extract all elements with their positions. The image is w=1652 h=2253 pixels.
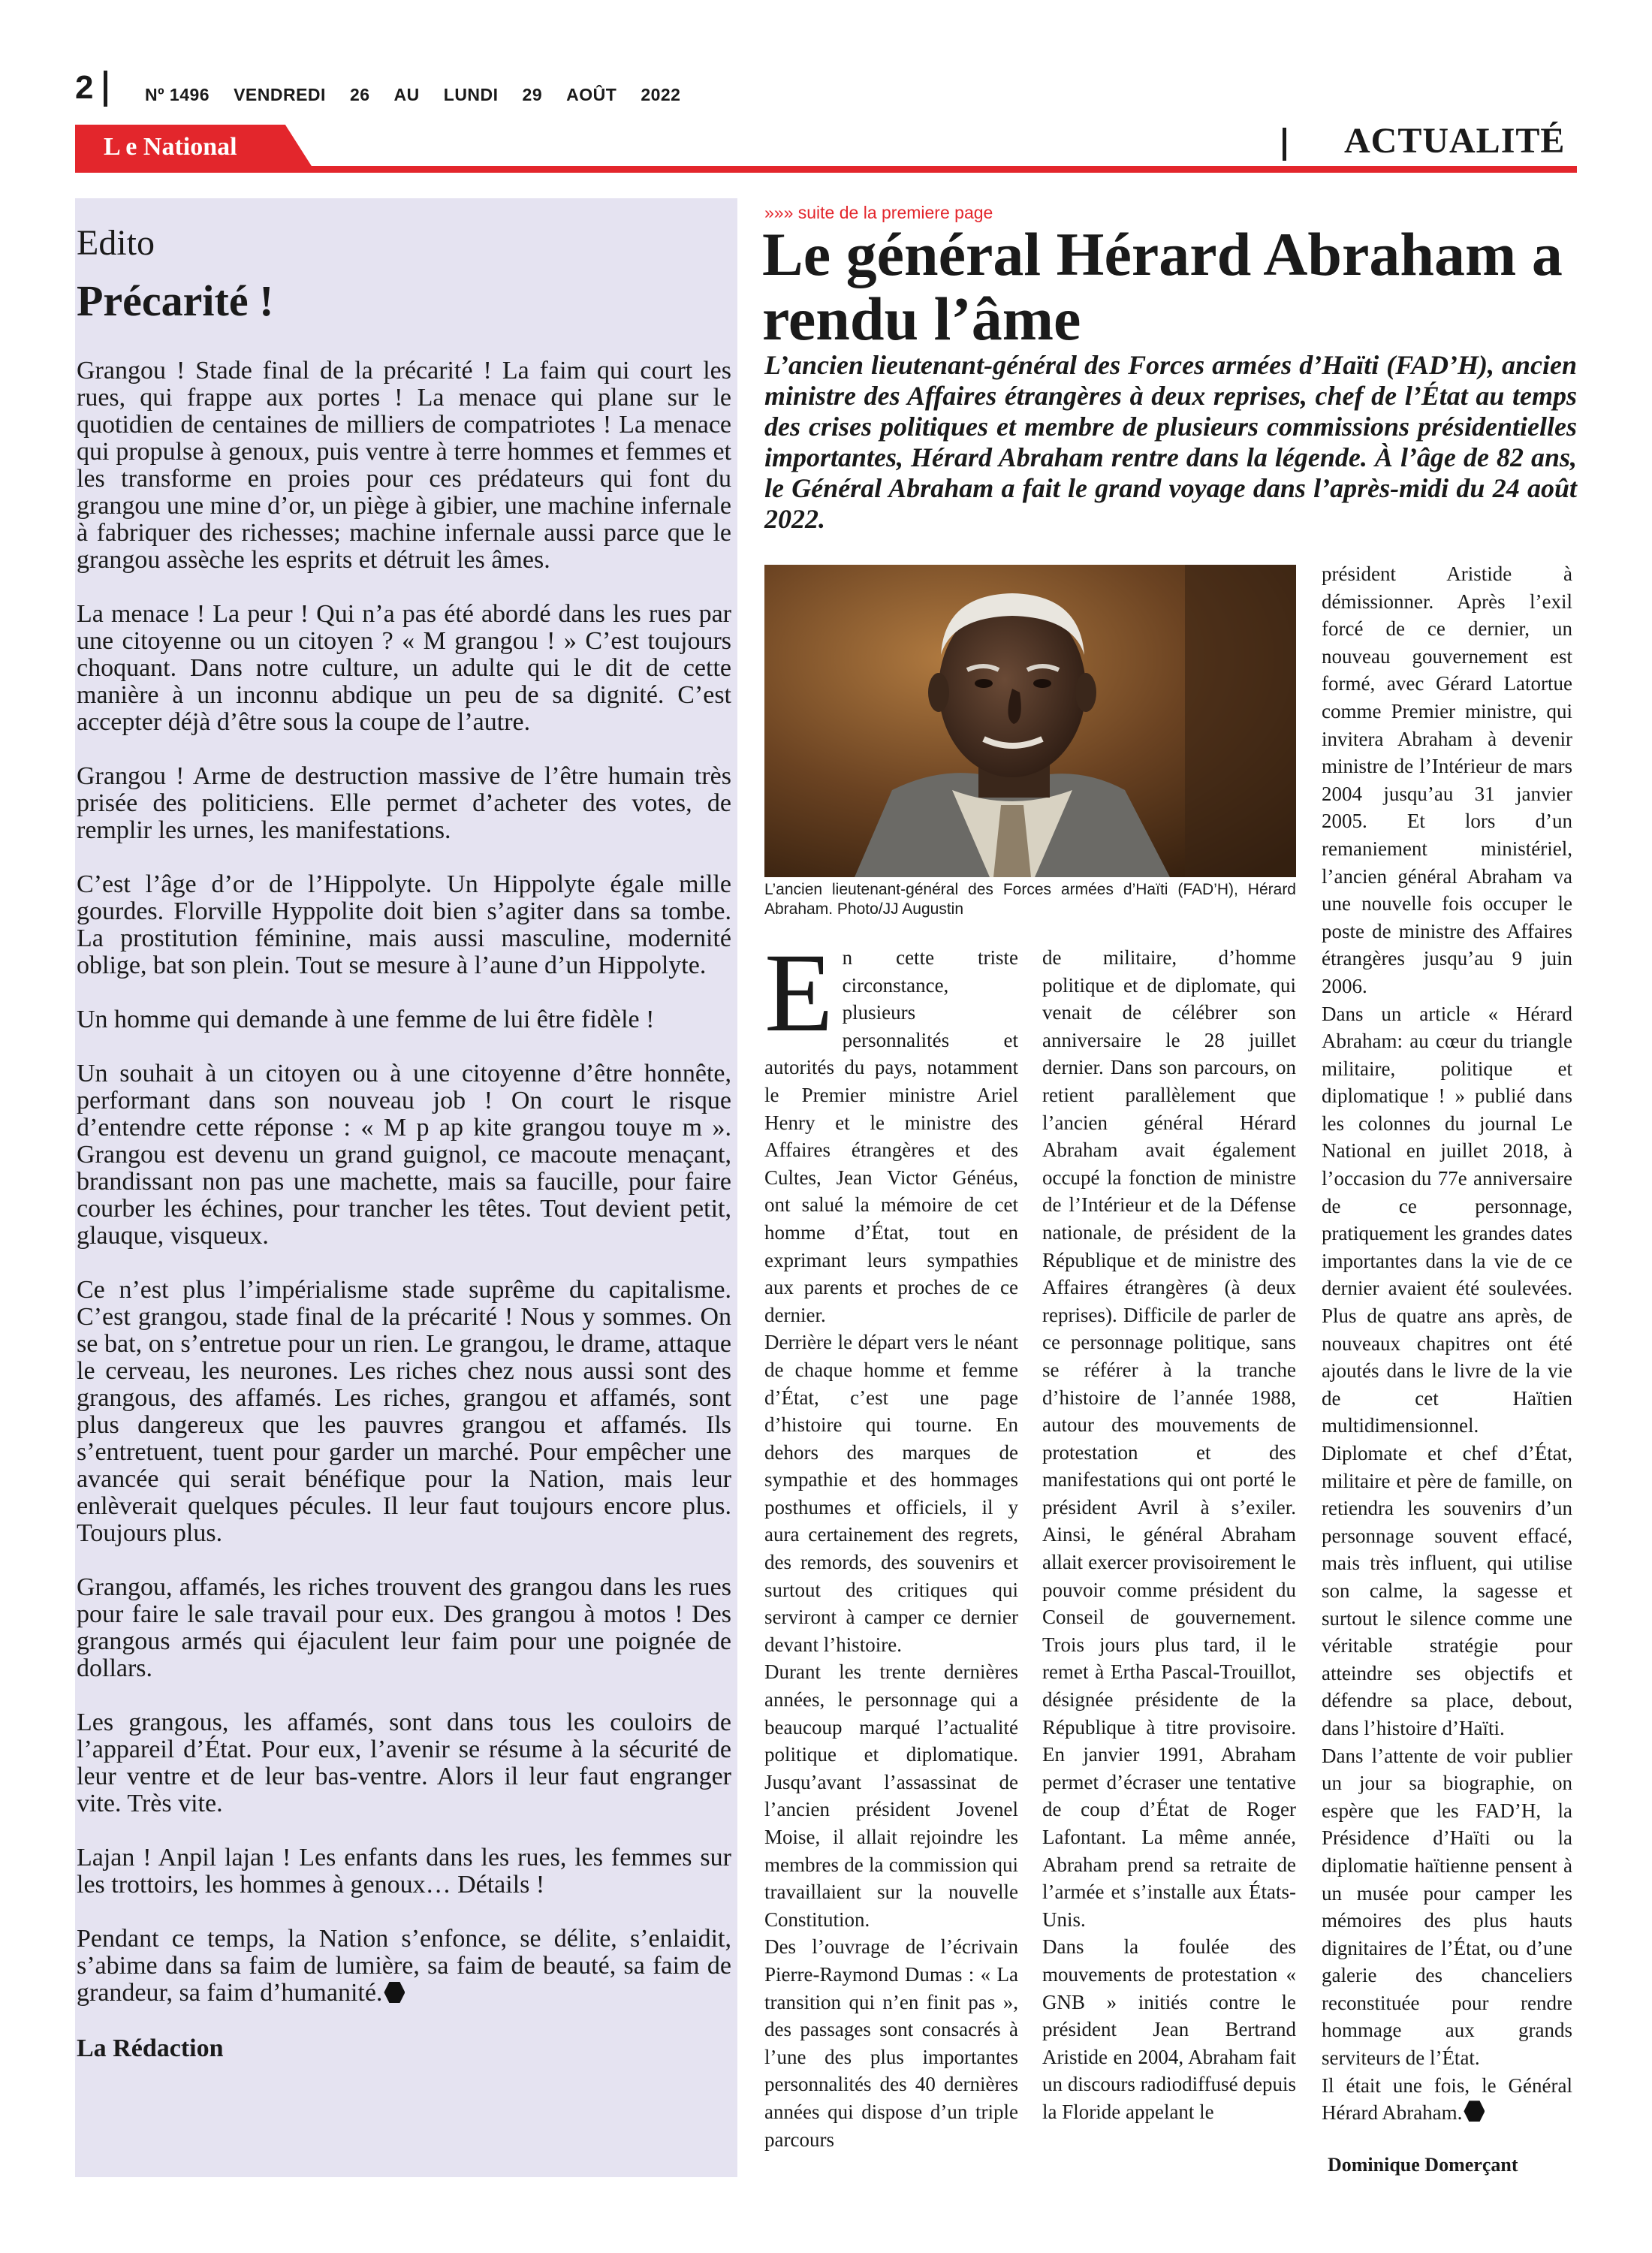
article-paragraph: de militaire, d’homme politique et de diplomate, qui venait de célébrer son anniversaire le 28 juillet dernier. Dans son parcours, on retient parallèlement que l’ancien général Hérard Abraham avait également occupé la fonction de ministre de l’Intérieur et de la Défense nationale, de président de la République et de ministre des Affaires étrangères (à deux reprises). Difficile de parler de ce personnage politique, sans se référer à la tranche d’histoire de l’année 1988, autour des mouvements de protestation et des manifestations qui ont porté le président Avril à s’exiler. Ainsi, le général Abraham allait exercer provisoirement le pouvoir comme président du Conseil de gouvernement. Trois jours plus tard, il le remet à Ertha Pascal-Trouillot, désignée présidente de la République à titre provisoire. En janvier 1991, Abraham permet d’écraser une tentative de coup d’État de Roger Lafontant. La même année, Abraham prend sa retraite de l’armée et s’installe aux États-Unis. [1042, 946, 1296, 1931]
article-paragraph: Durant les trente dernières années, le personnage qui a beaucoup marqué l’actualité politique et diplomatique. Jusqu’avant l’assassinat de l’ancien président Jovenel Moise, il allait rejoindre les membres de la commission qui travaillaient sur la nouvelle Constitution. [764, 1660, 1018, 1931]
edito-paragraph: Grangou, affamés, les riches trouvent des grangou dans les rues pour faire le sale travail pour eux. Des grangou à motos ! Des grangous armés qui éjaculent leur faim pour une poignée de dollars. [77, 1573, 731, 1682]
continuation-kicker: »»» suite de la premiere page [764, 203, 993, 222]
edito-paragraph: C’est l’âge d’or de l’Hippolyte. Un Hippolyte égale mille gourdes. Florville Hyppolite doit bien s’agiter dans sa tombe. La prostitution féminine, mais aussi masculine, modernité oblige, bat son plein. Tout se mesure à l’aune d’un Hippolyte. [77, 870, 731, 979]
edito-paragraph-text: Pendant ce temps, la Nation s’enfonce, se délite, s’enlaidit, s’abime dans sa faim de lumière, sa faim de beauté, sa faim de grandeur, sa faim d’humanité. [77, 1925, 731, 2007]
section-label: ACTUALITÉ [1344, 121, 1566, 161]
article-paragraph: Dans un article « Hérard Abraham: au cœur du triangle militaire, politique et diplomatique ! » publié dans les colonnes du journal Le National en juillet 2018, à l’occasion du 77e anniversaire de ce personnage, pratiquement les grandes dates importantes dans la vie de ce dernier avaient été soulevées. Plus de quatre ans après, de nouveaux chapitres ont été ajoutés dans le livre de la vie de cet Haïtien multidimensionnel. [1322, 1002, 1572, 1437]
section-divider [1283, 128, 1286, 161]
article-paragraph-text: n cette triste circonstance, plusieurs personnalités et autorités du pays, notamment le Premier ministre Ariel Henry et le ministre des Affaires étrangères et des Cultes, Jean Victor Généus, ont salué la mémoire de cet homme d’État, tout en exprimant leurs sympathies aux parents et proches de ce dernier. [764, 946, 1018, 1326]
edito-paragraph-last [77, 1926, 737, 2007]
drop-cap: E [764, 944, 834, 1055]
issue-weekday-start: VENDREDI [234, 85, 326, 104]
article-paragraph: Des l’ouvrage de l’écrivain Pierre-Raymond Dumas : « La transition qui n’en finit pas », des passages sont consacrés à l’une des plus importantes personnalités des 40 dernières années qui dispose d’un triple parcours [764, 1935, 1018, 2151]
page-number: 2 [75, 69, 94, 106]
end-mark-icon [1464, 2101, 1485, 2122]
article-paragraph-text: Il était une fois, le Général Hérard Abraham. [1322, 2074, 1572, 2125]
issue-day-start: 26 [349, 85, 370, 104]
article-paragraph-last [1322, 2072, 1572, 2127]
issue-month: AOÛT [566, 85, 617, 104]
header-red-rule [75, 166, 1577, 173]
edito-paragraph: Lajan ! Anpil lajan ! Les enfants dans les rues, les femmes sur les trottoirs, les hommes à genoux… Détails ! [77, 1844, 731, 1899]
edito-paragraph: La menace ! La peur ! Qui n’a pas été abordé dans les rues par une citoyenne ou un citoyen ? « M grangou ! » C’est toujours choquant. Dans notre culture, un adulte qui le dit de cette manière à un inconnu abdique un peu de sa dignité. C’est accepter déjà d’être sous la coupe de l’autre. [77, 600, 731, 736]
issue-number: Nº 1496 [145, 85, 210, 104]
edito-paragraph: Grangou ! Arme de destruction massive de l’être humain très prisée des politiciens. Elle permet d’acheter des votes, de remplir les urnes, les manifestations. [77, 762, 731, 844]
article-column-1 [764, 944, 1018, 2176]
edito-paragraph: Un souhait à un citoyen ou à une citoyenne d’être honnête, performant dans son nouveau job ! On court le risque d’entendre cette réponse : « M p ap kite grangou touye m ». Grangou est devenu un grand guignol, ce macoute menaçant, brandissant non pas une machette, mais sa faucille, pour faire courber les échines, pour trancher les têtes. Tout devient petit, glauque, visqueux. [77, 1060, 731, 1250]
article-headline: Le général Hérard Abraham a rendu l’âme [762, 220, 1563, 353]
end-mark-icon [384, 1982, 405, 2003]
brand-logo-text: L e National [104, 133, 237, 161]
issue-day-end: 29 [522, 85, 543, 104]
article-paragraph: Derrière le départ vers le néant de chaque homme et femme d’État, c’est une page d’histoire qui tourne. En dehors des marques de sympathie et des hommages posthumes et officiels, il y aura certainement des regrets, des remords, des souvenirs et surtout des critiques qui serviront à camper ce dernier devant l’histoire. [764, 1331, 1018, 1656]
article-photo [764, 565, 1296, 877]
edito-body [77, 357, 737, 2007]
article-paragraph: Diplomate et chef d’État, militaire et père de famille, on retiendra les souvenirs d’un personnage souvent effacé, mais très influent, qui utilise son calme, la sagesse et surtout le silence comme une véritable stratégie pour atteindre ses objectifs et défendre sa place, debout, dans l’histoire d’Haïti. [1322, 1442, 1572, 1739]
edito-kicker: Edito [77, 223, 155, 263]
edito-signature: La Rédaction [77, 2034, 224, 2062]
article-paragraph: Dans la foulée des mouvements de protestation « GNB » initiés contre le président Jean Bertrand Aristide en 2004, Abraham fait un discours radiodiffusé depuis la Floride appelant le [1042, 1935, 1296, 2123]
edito-paragraph: Ce n’est plus l’impérialisme stade suprême du capitalisme. C’est grangou, stade final de la précarité ! Nous y sommes. On se bat, on s’entretue pour un rien. Le grangou, le drame, attaque le cerveau, les neurones. Les riches chez nous aussi sont des grangous, des affamés. Les riches, grangou et affamés, sont plus dangereux que les pauvres grangou et affamés. Ils s’entretuent, tuent pour garder un marché. Pour empêcher une avancée qui serait bénéfique pour la Nation, mais leur enlèverait quelques pécules. Il leur faut toujours encore plus. Toujours plus. [77, 1276, 731, 1547]
edito-column [75, 198, 737, 2177]
edito-paragraph: Grangou ! Stade final de la précarité ! La faim qui court les rues, qui frappe aux portes ! La menace qui plane sur le quotidien de centaines de milliers de compatriotes ! La menace qui propulse à genoux, puis ventre à terre hommes et femmes et les transforme en proies pour ces prédateurs qui font du grangou une mine d’or, un piège à gibier, une machine infernale à fabriquer des richesses; machine infernale aussi parce que le grangou assèche les esprits et détruit les âmes. [77, 357, 731, 574]
page-number-divider [104, 71, 107, 107]
article-lead: L’ancien lieutenant-général des Forces armées d’Haïti (FAD’H), ancien ministre des Affaires étrangères à deux reprises, chef de l’État au temps des crises politiques et membre de plusieurs commissions présidentielles importantes, Hérard Abraham rentre dans la légende. À l’âge de 82 ans, le Général Abraham a fait le grand voyage dans l’après-midi du 24 août 2022. [764, 350, 1577, 534]
issue-weekday-end: LUNDI [443, 85, 499, 104]
edito-title: Précarité ! [77, 276, 274, 325]
article-paragraph: Dans l’attente de voir publier un jour sa biographie, on espère que les FAD’H, la Présidence d’Haïti ou la diplomatie haïtienne pensent à un musée pour camper les mémoires des plus hauts dignitaires de l’État, ou d’une galerie des chanceliers reconstituée pour rendre hommage aux grands serviteurs de l’État. [1322, 1744, 1572, 2070]
issue-year: 2022 [641, 85, 681, 104]
portrait-illustration [764, 565, 1296, 877]
article-column-3 [1322, 560, 1572, 2137]
edito-paragraph: Les grangous, les affamés, sont dans tous les couloirs de l’appareil d’État. Pour eux, l’avenir se résume à la sécurité de leur ventre et de leur bas-ventre. Alors il leur faut engranger vite. Très vite. [77, 1709, 731, 1817]
issue-au: AU [393, 85, 420, 104]
edito-paragraph: Un homme qui demande à une femme de lui être fidèle ! [77, 1006, 655, 1033]
article-paragraph [764, 944, 1018, 1329]
issue-date-line [145, 85, 704, 105]
article-column-2 [1042, 944, 1296, 2176]
photo-caption: L’ancien lieutenant-général des Forces armées d’Haïti (FAD’H), Hérard Abraham. Photo/JJ Augustin [764, 881, 1296, 918]
article-paragraph: président Aristide à démissionner. Après l’exil forcé de ce dernier, un nouveau gouvernement est formé, avec Gérard Latortue comme Premier ministre, qui invitera Abraham à devenir ministre de l’Intérieur de mars 2004 jusqu’au 31 janvier 2005. Et lors d’un remaniement ministériel, l’ancien général Abraham va une nouvelle fois occuper le poste de ministre des Affaires étrangères jusqu’au 9 juin 2006. [1322, 562, 1572, 997]
article-byline: Dominique Domerçant [1328, 2154, 1518, 2176]
